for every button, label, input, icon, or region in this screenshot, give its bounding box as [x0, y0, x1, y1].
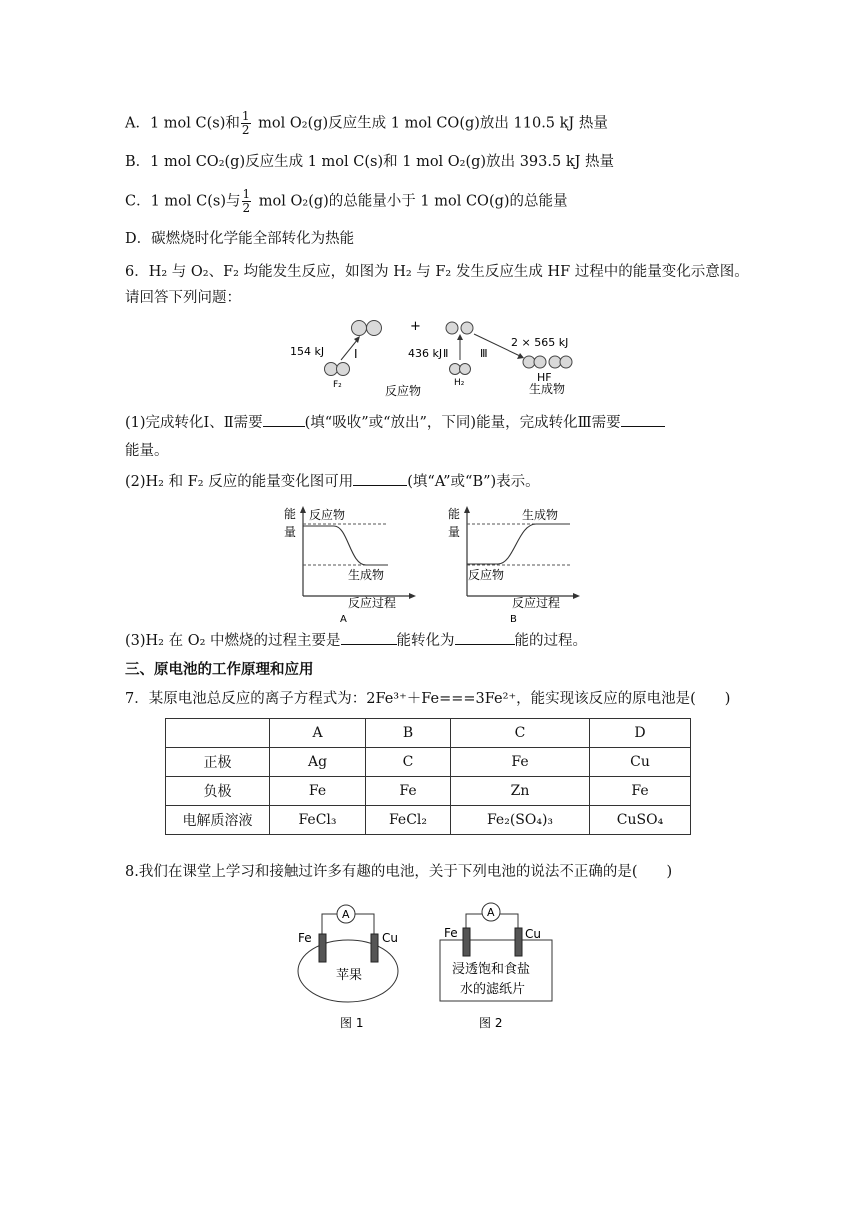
option-a: A．1 mol C(s)和 $\frac{1}{2}$ mol O₂(g)反应生成 1 mol CO(g)放出 110.5 kJ 热量 [125, 109, 608, 137]
f-atom [337, 363, 350, 376]
table-row: 电解质溶液 FeCl₃ FeCl₂ Fe₂(SO₄)₃ CuSO₄ [166, 806, 691, 835]
svg-text:154 kJ: 154 kJ [290, 345, 325, 358]
energy-graph-a [282, 504, 422, 624]
q6-part1-cont: 能量。 [125, 443, 169, 459]
svg-text:Ⅱ: Ⅱ [443, 347, 449, 360]
answer-blank[interactable] [455, 630, 515, 645]
fraction-half: $\frac{1}{2}$ [242, 187, 251, 215]
svg-text:A: A [342, 908, 350, 921]
hf-molecule-atom [560, 356, 572, 368]
svg-text:图 1: 图 1 [340, 1016, 364, 1030]
svg-text:图 2: 图 2 [479, 1016, 503, 1030]
q8-stem: 8.我们在课堂上学习和接触过许多有趣的电池，关于下列电池的说法不正确的是( ) [125, 864, 673, 880]
figure-apple-battery [296, 900, 414, 1032]
svg-text:H₂: H₂ [454, 378, 465, 388]
cu-electrode [515, 928, 522, 956]
svg-text:+: + [410, 319, 421, 334]
svg-text:Cu: Cu [525, 927, 541, 941]
table-row: 正极 Ag C Fe Cu [166, 748, 691, 777]
svg-text:浸透饱和食盐: 浸透饱和食盐 [452, 962, 531, 977]
option-b: B．1 mol CO₂(g)反应生成 1 mol C(s)和 1 mol O₂(g)放出 393.5 kJ 热量 [125, 154, 615, 170]
cu-electrode [371, 934, 378, 962]
svg-text:反应物: 反应物 [468, 568, 505, 582]
svg-text:Ⅲ: Ⅲ [480, 347, 488, 360]
fe-electrode [319, 934, 326, 962]
energy-graph-b [446, 504, 586, 624]
fe-electrode [463, 928, 470, 956]
svg-text:Ⅰ: Ⅰ [354, 347, 358, 361]
table-row: 负极 Fe Fe Zn Fe [166, 777, 691, 806]
energy-curve [303, 526, 388, 565]
option-d: D．碳燃烧时化学能全部转化为热能 [125, 231, 355, 247]
svg-text:436 kJ: 436 kJ [408, 347, 443, 360]
svg-text:2 × 565 kJ: 2 × 565 kJ [511, 336, 569, 349]
section-heading: 三、原电池的工作原理和应用 [125, 662, 314, 678]
q7-stem: 7．某原电池总反应的离子方程式为：2Fe³⁺＋Fe===3Fe²⁺，能实现该反应的原电池是( ) [125, 691, 731, 707]
q6-part2: (2)H₂ 和 F₂ 反应的能量变化图可用 (填“A”或“B”)表示。 [125, 471, 540, 492]
svg-text:苹果: 苹果 [336, 968, 363, 983]
svg-text:Cu: Cu [382, 931, 398, 945]
arrowhead-icon [354, 336, 360, 343]
hf-molecule-atom [523, 356, 535, 368]
h-atom [446, 322, 458, 334]
svg-text:B: B [510, 614, 517, 624]
svg-text:反应过程: 反应过程 [512, 596, 561, 610]
q6-stem-line1: 6．H₂ 与 O₂、F₂ 均能发生反应，如图为 H₂ 与 F₂ 发生反应生成 HF 过程中的能量变化示意图。 [125, 264, 749, 280]
svg-text:生成物: 生成物 [522, 508, 559, 522]
svg-text:能: 能 [448, 507, 461, 521]
svg-text:反应物: 反应物 [385, 384, 422, 398]
svg-text:生成物: 生成物 [348, 568, 385, 582]
option-c: C．1 mol C(s)与 $\frac{1}{2}$ mol O₂(g)的总能量小于 1 mol CO(g)的总能量 [125, 187, 568, 215]
svg-text:量: 量 [284, 525, 297, 539]
answer-blank[interactable] [263, 412, 305, 427]
answer-blank[interactable] [621, 412, 665, 427]
svg-text:水的滤纸片: 水的滤纸片 [460, 982, 526, 997]
answer-blank[interactable] [353, 471, 407, 486]
svg-text:Fe: Fe [298, 931, 312, 945]
svg-text:反应物: 反应物 [309, 508, 346, 522]
q6-stem-line2: 请回答下列问题： [125, 290, 241, 306]
figure-filter-paper-battery [436, 900, 558, 1032]
svg-text:Fe: Fe [444, 926, 458, 940]
h2-f2-energy-diagram [280, 312, 590, 402]
svg-text:能: 能 [284, 507, 297, 521]
q6-part1: (1)完成转化Ⅰ、Ⅱ需要 (填“吸收”或“放出”，下同)能量，完成转化Ⅲ需要 [125, 412, 665, 433]
h-atom [450, 364, 461, 375]
svg-text:生成物: 生成物 [529, 382, 566, 396]
answer-blank[interactable] [341, 630, 397, 645]
svg-text:A: A [487, 906, 495, 919]
svg-text:HF: HF [537, 371, 552, 384]
energy-curve [467, 524, 570, 564]
hf-molecule-atom [534, 356, 546, 368]
svg-text:A: A [340, 614, 347, 624]
h-atom [460, 364, 471, 375]
h-atom [461, 322, 473, 334]
q6-part3: (3)H₂ 在 O₂ 中燃烧的过程主要是 能转化为 能的过程。 [125, 630, 587, 651]
svg-text:反应过程: 反应过程 [348, 596, 397, 610]
f-atom [325, 363, 338, 376]
f-atom [367, 321, 382, 336]
svg-text:量: 量 [448, 525, 461, 539]
arrowhead-icon [457, 334, 463, 340]
arrowhead-icon [517, 353, 524, 359]
svg-text:F₂: F₂ [333, 380, 342, 390]
cell-options-table [165, 718, 691, 835]
f-atom [352, 321, 367, 336]
table-header-row: A B C D [166, 719, 691, 748]
hf-molecule-atom [549, 356, 561, 368]
fraction-half: $\frac{1}{2}$ [241, 109, 250, 137]
